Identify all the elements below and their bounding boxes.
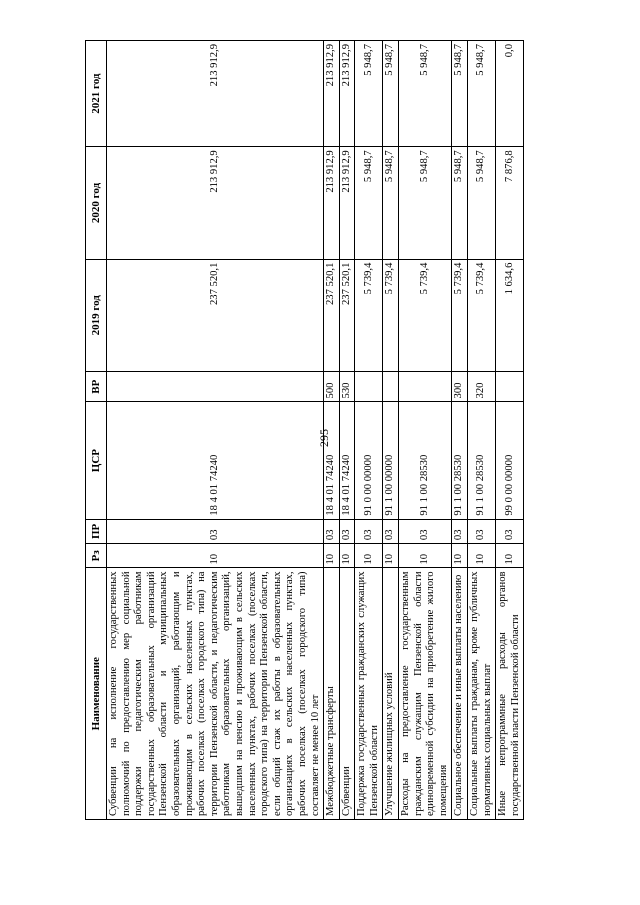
page-number: 295 [317, 429, 331, 447]
cell-2019: 237 520,1 [339, 259, 355, 371]
cell-csr: 18 4 01 74240 [324, 402, 340, 519]
table-row [339, 41, 355, 820]
cell-2021: 5 948,7 [452, 41, 468, 147]
cell-csr: 91 0 00 00000 [355, 402, 383, 519]
cell-rz: 10 [452, 544, 468, 568]
cell-name: Социальные выплаты гражданам, кроме публичных нормативных социальных выплат [468, 568, 496, 820]
cell-2019: 237 520,1 [324, 259, 340, 371]
cell-pr: 03 [107, 519, 324, 543]
cell-vr: 500 [324, 371, 340, 402]
table-row [107, 41, 324, 820]
table-row [355, 41, 383, 820]
budget-table [85, 40, 524, 820]
table-row [496, 41, 524, 820]
header-csr: ЦСР [86, 402, 107, 519]
cell-name: Поддержка государственных гражданских служащих Пензенской области [355, 568, 383, 820]
cell-2020: 213 912,9 [339, 147, 355, 259]
header-vr: ВР [86, 371, 107, 402]
cell-csr: 18 4 01 74240 [339, 402, 355, 519]
cell-2021: 5 948,7 [399, 41, 452, 147]
cell-name: Социальное обеспечение и иные выплаты населению [452, 568, 468, 820]
cell-pr: 03 [339, 519, 355, 543]
cell-rz: 10 [107, 544, 324, 568]
cell-2020: 5 948,7 [355, 147, 383, 259]
cell-2020: 213 912,9 [324, 147, 340, 259]
cell-vr [399, 371, 452, 402]
cell-vr [383, 371, 399, 402]
header-2019: 2019 год [86, 259, 107, 371]
cell-2020: 5 948,7 [383, 147, 399, 259]
cell-vr: 530 [339, 371, 355, 402]
header-name: Наименование [86, 568, 107, 820]
cell-2021: 213 912,9 [339, 41, 355, 147]
cell-rz: 10 [399, 544, 452, 568]
cell-name: Иные непрограммные расходы органов государственной власти Пензенской области [496, 568, 524, 820]
header-2021: 2021 год [86, 41, 107, 147]
cell-name: Межбюджетные трансферты [324, 568, 340, 820]
cell-2019: 237 520,1 [107, 259, 324, 371]
cell-2019: 5 739,4 [452, 259, 468, 371]
cell-2020: 7 876,8 [496, 147, 524, 259]
cell-rz: 10 [496, 544, 524, 568]
table-row [452, 41, 468, 820]
cell-csr: 99 0 00 00000 [496, 402, 524, 519]
cell-csr: 18 4 01 74240 [107, 402, 324, 519]
header-pr: ПР [86, 519, 107, 543]
table-row [468, 41, 496, 820]
table-row [383, 41, 399, 820]
cell-2021: 213 912,9 [107, 41, 324, 147]
cell-pr: 03 [496, 519, 524, 543]
cell-pr: 03 [324, 519, 340, 543]
cell-2020: 5 948,7 [399, 147, 452, 259]
table-row [324, 41, 340, 820]
cell-vr [496, 371, 524, 402]
cell-rz: 10 [339, 544, 355, 568]
cell-vr [107, 371, 324, 402]
cell-2020: 5 948,7 [452, 147, 468, 259]
cell-2019: 5 739,4 [399, 259, 452, 371]
cell-2019: 5 739,4 [355, 259, 383, 371]
cell-rz: 10 [355, 544, 383, 568]
table-header-row [86, 41, 107, 820]
cell-pr: 03 [383, 519, 399, 543]
cell-name: Субвенции на исполнение государственных полномочий по предоставлению мер социальной поддержки педагогическим работникам государственных образовательных организаций Пензенской области и муниципальных образовательных организаций, работающим и проживающим в сельских населенных пунктах, рабочих поселках (поселках городского типа) на территории Пензенской области, и педагогическим работникам образовательных организаций, вышедшим на пенсию и проживающим в сельских населенных пунктах, рабочих поселках (поселках городского типа) на территории Пензенской области, если общий стаж их работы в образовательных организациях в сельских населенных пунктах, рабочих поселках (поселках городского типа) составляет не менее 10 лет [107, 568, 324, 820]
cell-rz: 10 [468, 544, 496, 568]
cell-name: Улучшение жилищных условий [383, 568, 399, 820]
cell-2021: 213 912,9 [324, 41, 340, 147]
cell-vr [355, 371, 383, 402]
cell-2019: 1 634,6 [496, 259, 524, 371]
cell-csr: 91 1 00 28530 [452, 402, 468, 519]
cell-csr: 91 1 00 28530 [399, 402, 452, 519]
budget-table-container [85, 40, 521, 820]
header-2020: 2020 год [86, 147, 107, 259]
cell-2019: 5 739,4 [468, 259, 496, 371]
cell-2020: 5 948,7 [468, 147, 496, 259]
header-rz: Рз [86, 544, 107, 568]
cell-pr: 03 [399, 519, 452, 543]
cell-pr: 03 [468, 519, 496, 543]
table-row [399, 41, 452, 820]
cell-2021: 0,0 [496, 41, 524, 147]
cell-vr: 300 [452, 371, 468, 402]
cell-name: Расходы на предоставление государственным гражданским служащим Пензенской области единовременной субсидии на приобретение жилого помещения [399, 568, 452, 820]
cell-2020: 213 912,9 [107, 147, 324, 259]
cell-2021: 5 948,7 [355, 41, 383, 147]
cell-rz: 10 [383, 544, 399, 568]
cell-pr: 03 [452, 519, 468, 543]
cell-2021: 5 948,7 [468, 41, 496, 147]
cell-2021: 5 948,7 [383, 41, 399, 147]
cell-2019: 5 739,4 [383, 259, 399, 371]
cell-pr: 03 [355, 519, 383, 543]
cell-vr: 320 [468, 371, 496, 402]
cell-csr: 91 1 00 00000 [383, 402, 399, 519]
cell-csr: 91 1 00 28530 [468, 402, 496, 519]
cell-name: Субвенции [339, 568, 355, 820]
cell-rz: 10 [324, 544, 340, 568]
